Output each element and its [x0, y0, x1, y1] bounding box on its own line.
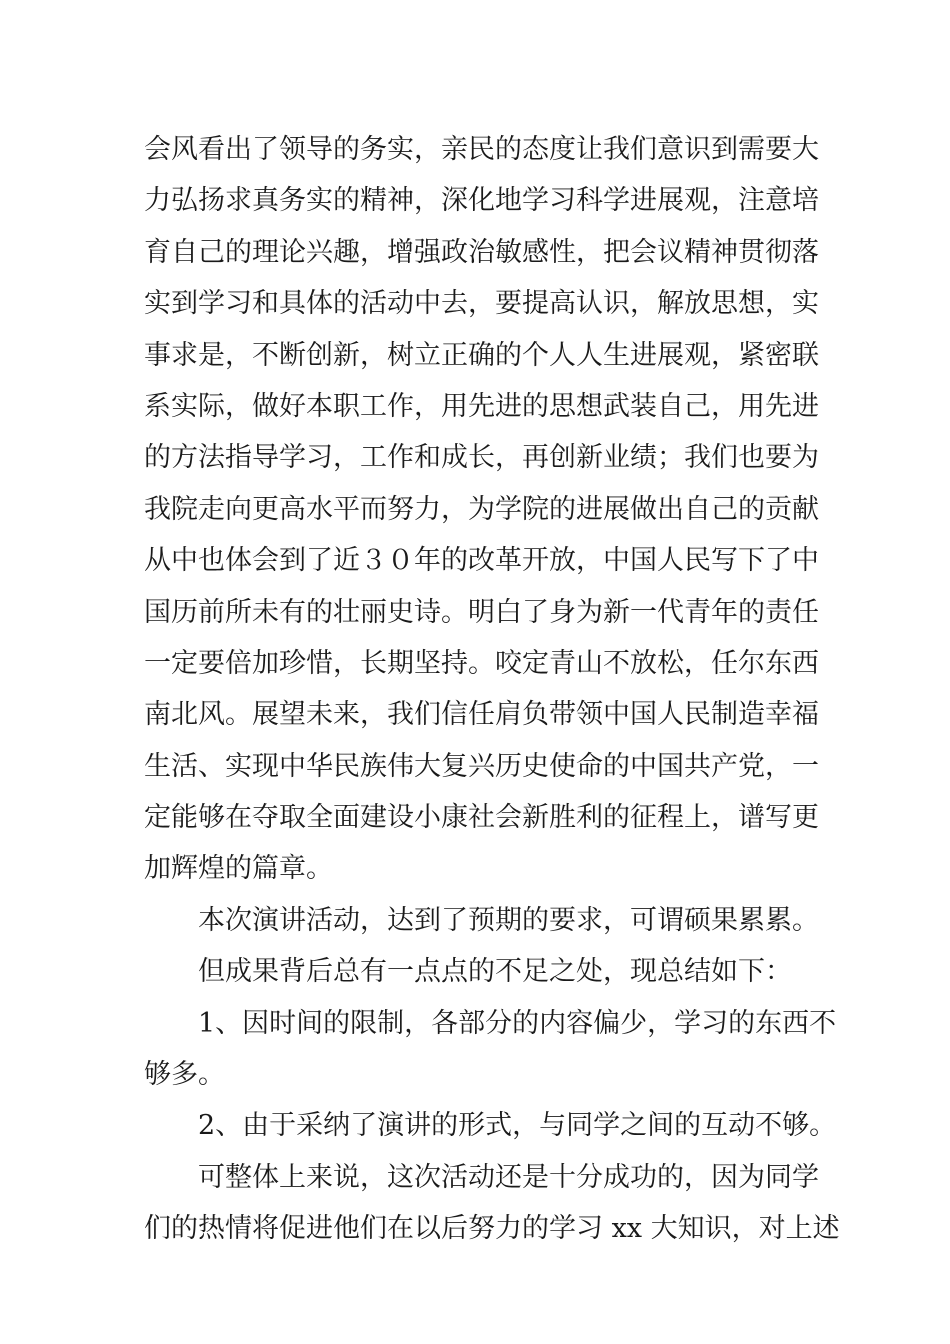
text-line: 生活、实现中华民族伟大复兴历史使命的中国共产党，一 — [144, 750, 819, 782]
text-line: 们的热情将促进他们在以后努力的学习 xx 大知识，对上述 — [144, 1213, 840, 1245]
text-line: 力弘扬求真务实的精神，深化地学习科学进展观，注意培 — [144, 185, 819, 217]
text-line: 实到学习和具体的活动中去，要提高认识，解放思想，实 — [144, 288, 819, 320]
text-line: 育自己的理论兴趣，增强政治敏感性，把会议精神贯彻落 — [144, 236, 819, 268]
text-line: 系实际，做好本职工作，用先进的思想武装自己，用先进 — [144, 390, 819, 422]
paragraph-line: 但成果背后总有一点点的不足之处，现总结如下： — [198, 956, 792, 988]
list-item-line: 2、由于采纳了演讲的形式，与同学之间的互动不够。 — [198, 1110, 837, 1142]
text-line: 的方法指导学习，工作和成长，再创新业绩；我们也要为 — [144, 442, 819, 474]
list-item-line: 1、因时间的限制，各部分的内容偏少，学习的东西不 — [198, 1007, 837, 1039]
text-line: 会风看出了领导的务实，亲民的态度让我们意识到需要大 — [144, 134, 819, 165]
document-body — [144, 124, 840, 1255]
text-line: 国历前所未有的壮丽史诗。明白了身为新一代青年的责任 — [144, 596, 819, 628]
paragraph-line: 可整体上来说，这次活动还是十分成功的，因为同学 — [198, 1161, 819, 1193]
paragraph-line: 本次演讲活动，达到了预期的要求，可谓硕果累累。 — [198, 904, 819, 936]
text-line: 够多。 — [144, 1059, 225, 1091]
text-line: 事求是，不断创新，树立正确的个人人生进展观，紧密联 — [144, 339, 819, 371]
text-line: 定能够在夺取全面建设小康社会新胜利的征程上，谱写更 — [144, 802, 819, 834]
text-line: 从中也体会到了近３０年的改革开放，中国人民写下了中 — [144, 545, 819, 577]
text-line: 加辉煌的篇章。 — [144, 853, 333, 885]
text-line: 南北风。展望未来，我们信任肩负带领中国人民制造幸福 — [144, 699, 819, 731]
text-line: 我院走向更高水平而努力，为学院的进展做出自己的贡献 — [144, 493, 819, 525]
text-line: 一定要倍加珍惜，长期坚持。咬定青山不放松，任尔东西 — [144, 647, 819, 679]
